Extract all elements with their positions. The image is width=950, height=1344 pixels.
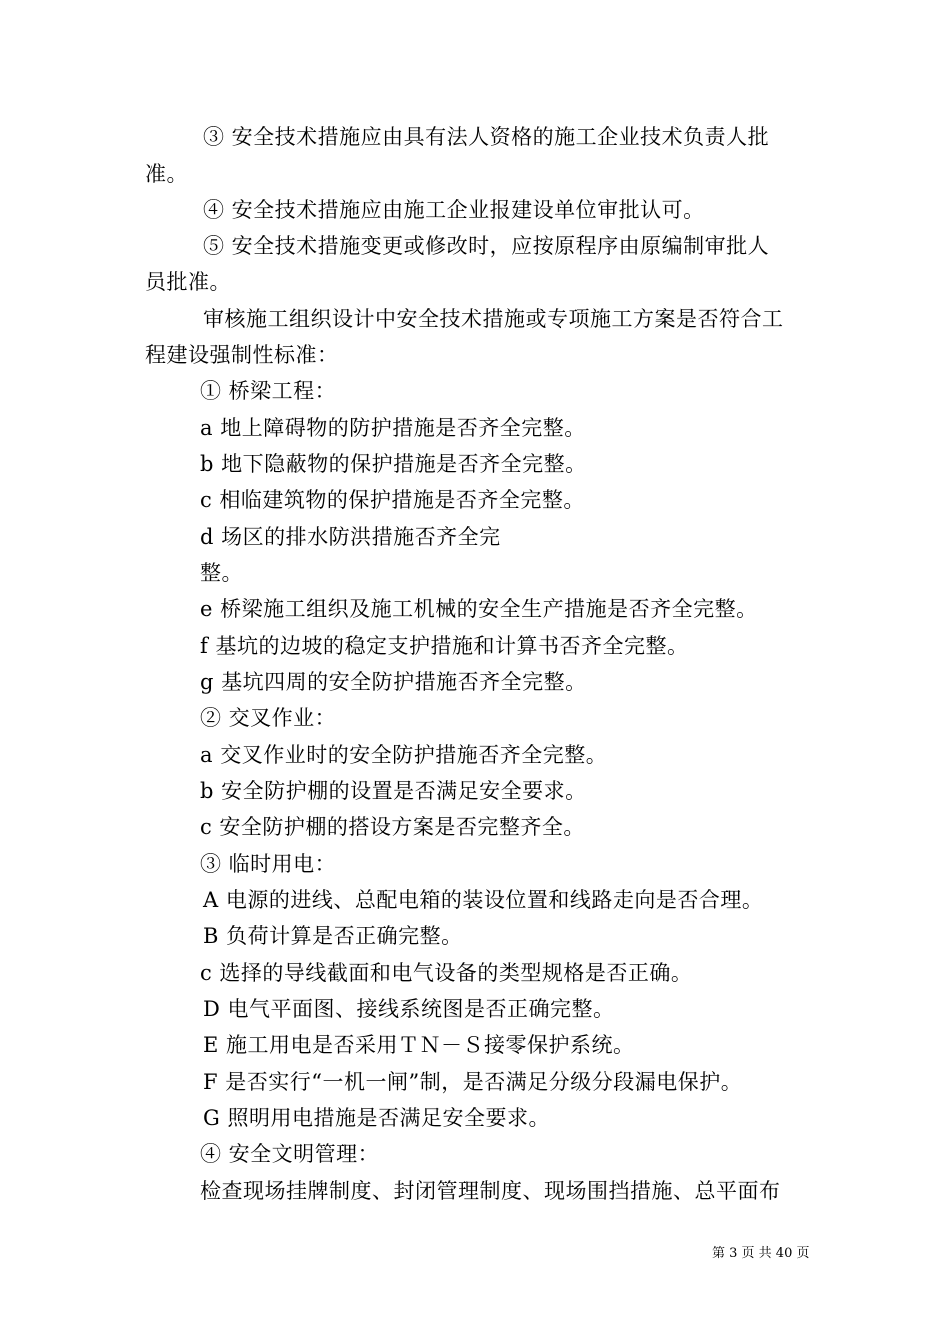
text-line: d 场区的排水防洪措施否齐全完 xyxy=(200,525,501,549)
text-line: c 相临建筑物的保护措施是否齐全完整。 xyxy=(200,488,585,512)
text-line: A 电源的进线、总配电箱的装设位置和线路走向是否合理。 xyxy=(203,888,764,912)
text-line: ③ 临时用电： xyxy=(200,852,337,876)
text-line: c 选择的导线截面和电气设备的类型规格是否正确。 xyxy=(200,961,693,985)
text-line: b 地下隐蔽物的保护措施是否齐全完整。 xyxy=(200,452,587,476)
text-line: g 基坑四周的安全防护措施否齐全完整。 xyxy=(200,670,587,694)
text-line: 检查现场挂牌制度、封闭管理制度、现场围挡措施、总平面布 xyxy=(200,1179,781,1203)
text-line: 员批准。 xyxy=(145,270,231,294)
text-line: G 照明用电措施是否满足安全要求。 xyxy=(203,1106,550,1130)
text-line: c 安全防护棚的搭设方案是否完整齐全。 xyxy=(200,815,585,839)
text-line: ③ 安全技术措施应由具有法人资格的施工企业技术负责人批 xyxy=(203,125,770,149)
text-line: 审核施工组织设计中安全技术措施或专项施工方案是否符合工 xyxy=(203,307,784,331)
text-line: ④ 安全文明管理： xyxy=(200,1142,380,1166)
text-line: B 负荷计算是否正确完整。 xyxy=(203,924,463,948)
text-line: 整。 xyxy=(200,561,243,585)
text-line: ② 交叉作业： xyxy=(200,706,337,730)
text-line: 准。 xyxy=(145,162,188,186)
page-footer: 第 3 页 共 40 页 xyxy=(712,1246,810,1261)
text-line: D 电气平面图、接线系统图是否正确完整。 xyxy=(203,997,615,1021)
text-line: e 桥梁施工组织及施工机械的安全生产措施是否齐全完整。 xyxy=(200,597,758,621)
text-line: ① 桥梁工程： xyxy=(200,379,337,403)
text-line: E 施工用电是否采用ＴＮ－Ｓ接零保护系统。 xyxy=(203,1033,635,1057)
text-line: ④ 安全技术措施应由施工企业报建设单位审批认可。 xyxy=(203,198,705,222)
text-line: a 交叉作业时的安全防护措施否齐全完整。 xyxy=(200,743,608,767)
text-line: a 地上障碍物的防护措施是否齐全完整。 xyxy=(200,416,586,440)
text-line: b 安全防护棚的设置是否满足安全要求。 xyxy=(200,779,587,803)
text-line: F 是否实行“一机一闸”制，是否满足分级分段漏电保护。 xyxy=(203,1070,743,1094)
text-line: ⑤ 安全技术措施变更或修改时，应按原程序由原编制审批人 xyxy=(203,234,770,258)
text-line: f 基坑的边坡的稳定支护措施和计算书否齐全完整。 xyxy=(200,634,689,658)
text-line: 程建设强制性标准： xyxy=(145,343,339,367)
